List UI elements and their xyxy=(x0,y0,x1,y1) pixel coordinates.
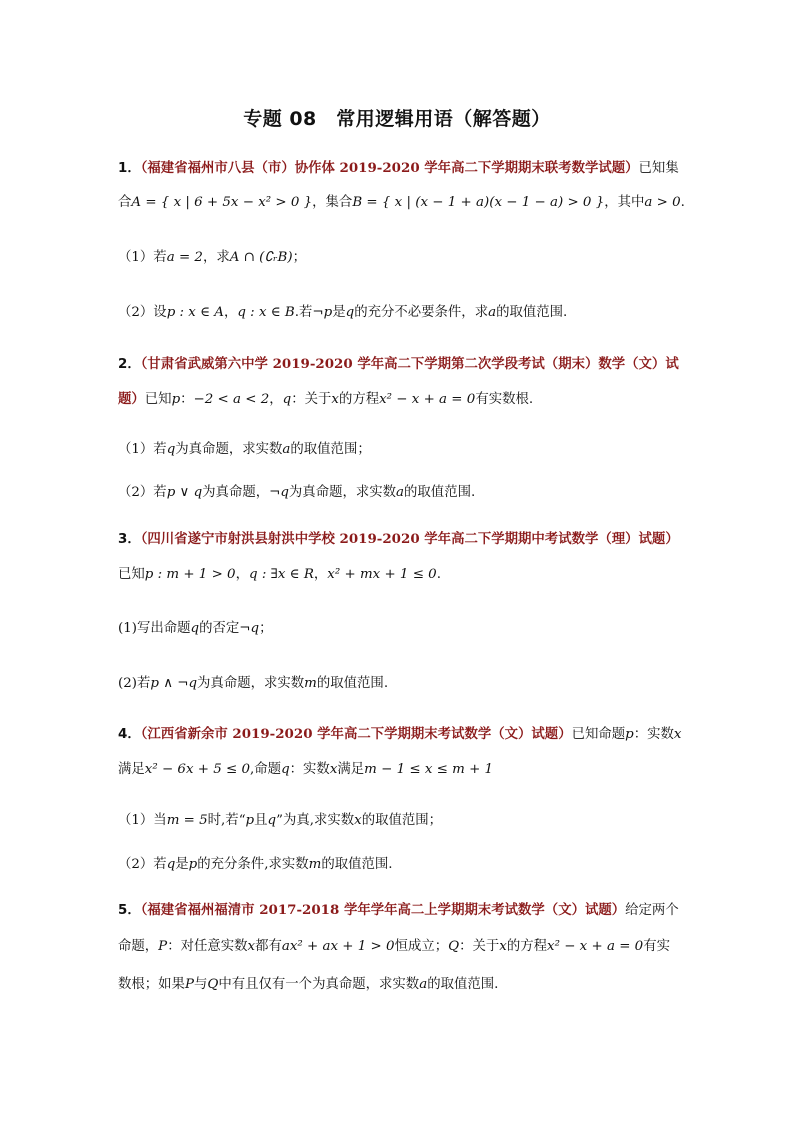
question-4-source-line xyxy=(118,725,681,744)
text: 的取值范围. xyxy=(316,676,389,691)
math-expression: p ∨ q xyxy=(166,485,203,500)
question-2-stem-line xyxy=(118,390,533,409)
question-1-stem-line xyxy=(118,194,685,212)
text: 的充分不必要条件，求 xyxy=(354,305,489,320)
math-expression: x² − x + a = 0 xyxy=(379,392,476,407)
math-expression: a = 2 xyxy=(166,250,203,265)
math-expression: p ∧ ¬q xyxy=(150,676,198,691)
text: 的方程 xyxy=(506,939,548,954)
text: 恒成立； xyxy=(394,939,449,954)
text: （1）若 xyxy=(118,442,167,457)
set-b-expression: B = { x | (x − 1 + a)(x − 1 − a) > 0 } xyxy=(352,195,605,210)
question-2-source-line xyxy=(118,355,679,374)
set-a-expression: A = { x | 6 + 5x − x² > 0 } xyxy=(131,195,313,210)
text: ； xyxy=(292,250,306,265)
math-expression: x xyxy=(499,939,507,954)
text: （1）若 xyxy=(118,250,167,265)
text: ： xyxy=(180,392,194,407)
stem-text: ，集合 xyxy=(312,195,353,210)
text: ：实数 xyxy=(289,762,330,777)
math-expression: x xyxy=(354,813,362,828)
text: ， xyxy=(235,567,249,582)
text: 为真命题， xyxy=(202,485,270,500)
math-expression: m − 1 ≤ x ≤ m + 1 xyxy=(364,762,494,777)
question-source: （江西省新余市 2019-2020 学年高二下学期期末考试数学（文）试题） xyxy=(140,726,572,742)
text: ； xyxy=(259,621,273,636)
text: 的取值范围. xyxy=(496,305,568,320)
text: 的取值范围； xyxy=(290,442,371,457)
question-2-part-1 xyxy=(118,441,371,459)
text: 的取值范围； xyxy=(361,813,443,828)
math-expression: p xyxy=(245,813,255,828)
math-expression: x xyxy=(329,762,338,777)
stem-text: 合 xyxy=(118,195,132,210)
question-number: 5． xyxy=(118,903,141,918)
question-number: 4． xyxy=(118,727,141,742)
math-expression: a xyxy=(419,977,428,992)
text: ”为真,求实数 xyxy=(276,813,355,828)
text: ， xyxy=(313,567,328,582)
page-title: 专题 08 常用逻辑用语（解答题） xyxy=(243,108,551,130)
math-expression: a xyxy=(282,442,291,457)
math-expression: a xyxy=(488,305,497,320)
question-4-stem-line xyxy=(118,761,493,779)
math-expression: m = 5 xyxy=(166,813,208,828)
text: . xyxy=(436,567,441,582)
math-expression: m xyxy=(308,857,322,872)
text: 与 xyxy=(193,977,208,992)
text: 的取值范围. xyxy=(427,977,499,992)
text: ：关于 xyxy=(291,392,332,407)
question-source: （福建省福州福清市 2017-2018 学年学年高二上学期期末考试数学（文）试题） xyxy=(140,902,626,918)
text: (2)若 xyxy=(118,676,151,691)
text: ，求 xyxy=(202,250,230,265)
math-expression: m xyxy=(304,676,317,691)
math-expression: q xyxy=(345,305,355,320)
math-expression: P xyxy=(158,939,168,954)
text: 已知 xyxy=(118,567,145,582)
question-5-stem-line-2 xyxy=(118,938,670,956)
text: 满足 xyxy=(118,762,145,777)
question-1-part-1 xyxy=(118,249,306,267)
stem-text: . xyxy=(680,195,685,210)
math-expression: p xyxy=(188,857,198,872)
math-expression: q xyxy=(190,621,200,636)
question-1-source-line xyxy=(118,159,679,178)
question-3-part-2 xyxy=(118,675,388,693)
question-4-part-1 xyxy=(118,812,442,830)
stem-text: 已知集 xyxy=(638,161,679,176)
text: （2）若 xyxy=(118,485,167,500)
math-expression: q xyxy=(166,857,176,872)
question-3-source-line xyxy=(118,530,679,549)
math-expression: q xyxy=(166,442,176,457)
text: .若 xyxy=(294,305,313,320)
question-source: 题） xyxy=(118,391,145,407)
math-expression: Q xyxy=(448,939,460,954)
text: 为真命题，求实数 xyxy=(288,485,397,500)
question-source: （福建省福州市八县（市）协作体 2019-2020 学年高二下学期期末联考数学试题） xyxy=(140,160,639,176)
text: 为真命题，求实数 xyxy=(197,676,305,691)
stem-text: ，其中 xyxy=(604,195,645,210)
text: 有实数根. xyxy=(475,392,534,407)
text: 为真命题，求实数 xyxy=(175,442,283,457)
text: 的充分条件,求实数 xyxy=(197,857,309,872)
math-expression: A ∩ (∁ᵣB) xyxy=(229,250,293,265)
text: （1）当 xyxy=(118,813,167,828)
text: 的取值范围. xyxy=(321,857,393,872)
text: 且 xyxy=(254,813,268,828)
question-5-stem-line-3 xyxy=(118,976,498,994)
question-2-part-2 xyxy=(118,484,475,502)
math-expression: x² − 6x + 5 ≤ 0 xyxy=(144,762,251,777)
math-expression: ¬p xyxy=(312,305,333,320)
math-expression: q xyxy=(281,762,290,777)
question-5-source-line xyxy=(118,901,679,920)
question-number: 2． xyxy=(118,357,141,372)
text: （2）设 xyxy=(118,305,167,320)
math-expression: x xyxy=(673,727,682,742)
text: 时,若“ xyxy=(207,813,246,828)
text: ：实数 xyxy=(633,727,674,742)
text: 已知 xyxy=(144,392,172,407)
math-expression: a xyxy=(396,485,405,500)
text: 给定两个 xyxy=(625,903,679,918)
text: (1)写出命题 xyxy=(118,621,191,636)
question-number: 3． xyxy=(118,532,141,547)
question-source: （四川省遂宁市射洪县射洪中学校 2019-2020 学年高二下学期期中考试数学（理）试题） xyxy=(140,531,679,547)
math-expression: x xyxy=(331,392,339,407)
text: 中有且仅有一个为真命题，求实数 xyxy=(218,977,420,992)
math-expression: p : m + 1 > 0 xyxy=(144,567,236,582)
text: ， xyxy=(223,305,238,320)
text: 的否定 xyxy=(199,621,240,636)
text: 是 xyxy=(175,857,189,872)
math-expression: ax² + ax + 1 > 0 xyxy=(281,939,395,954)
condition-expression: a > 0 xyxy=(644,195,681,210)
text: ：对任意实数 xyxy=(167,939,248,954)
math-expression: q xyxy=(282,392,292,407)
math-expression: x xyxy=(247,939,256,954)
text: 是 xyxy=(332,305,346,320)
text: 已知命题 xyxy=(571,727,626,742)
question-4-part-2 xyxy=(118,856,393,874)
text: 都有 xyxy=(255,939,282,954)
math-expression: P xyxy=(184,977,194,992)
math-expression: p xyxy=(625,727,634,742)
question-1-part-2 xyxy=(118,304,567,322)
math-expression: ¬q xyxy=(239,621,260,636)
math-expression: x² + mx + 1 ≤ 0 xyxy=(327,567,437,582)
math-expression: q : x ∈ B xyxy=(237,305,295,320)
math-expression: Q xyxy=(207,977,219,992)
text: 命题， xyxy=(118,939,159,954)
text: 满足 xyxy=(337,762,365,777)
math-expression: q xyxy=(267,813,277,828)
text: ,命题 xyxy=(250,762,282,777)
text: （2）若 xyxy=(118,857,167,872)
text: 有实 xyxy=(643,939,670,954)
question-3-stem-line xyxy=(118,566,441,584)
math-expression: x² − x + a = 0 xyxy=(547,939,644,954)
question-source: （甘肃省武威第六中学 2019-2020 学年高二下学期第二次学段考试（期末）数学（文）试 xyxy=(140,356,679,372)
text: ：关于 xyxy=(459,939,500,954)
question-3-part-1 xyxy=(118,620,272,638)
question-number: 1． xyxy=(118,161,141,176)
math-expression: p xyxy=(171,392,181,407)
text: 的取值范围. xyxy=(404,485,476,500)
text: 数根；如果 xyxy=(118,977,185,992)
math-expression: −2 < a < 2 xyxy=(193,392,270,407)
math-expression: ¬q xyxy=(269,485,289,500)
text: ， xyxy=(269,392,283,407)
text: 的方程 xyxy=(338,392,380,407)
math-expression: q : ∃x ∈ R xyxy=(248,567,314,582)
math-expression: p : x ∈ A xyxy=(166,305,224,320)
